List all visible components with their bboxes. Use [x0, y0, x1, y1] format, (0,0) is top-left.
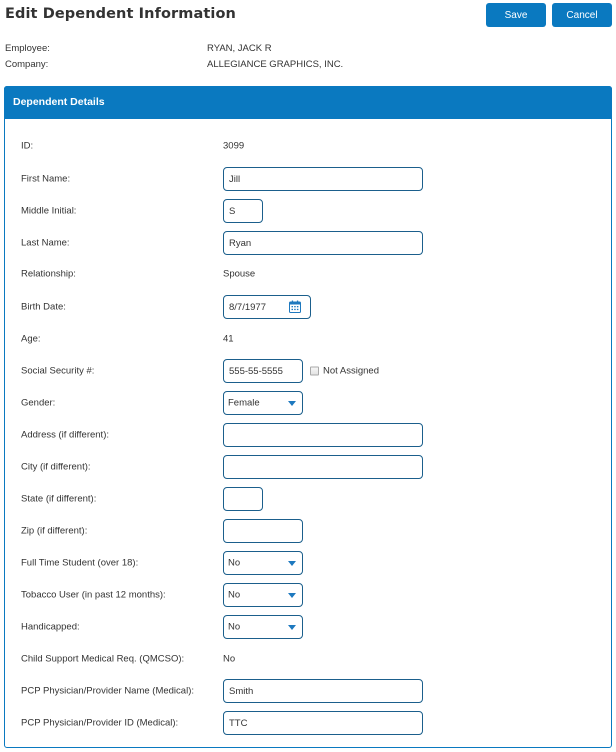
row-age — [5, 327, 611, 351]
panel-header — [4, 86, 612, 119]
age-value: 41 — [223, 333, 234, 345]
city-input[interactable] — [223, 455, 423, 479]
row-handicapped — [5, 615, 611, 639]
birth-date-picker — [223, 295, 311, 319]
middle-initial-label: Middle Initial: — [21, 205, 77, 217]
row-last-name — [5, 231, 611, 255]
last-name-input[interactable] — [223, 231, 423, 255]
chevron-down-icon — [288, 401, 296, 406]
qmcso-label: Child Support Medical Req. (QMCSO): — [21, 653, 185, 665]
calendar-icon[interactable] — [289, 300, 301, 313]
row-id — [5, 134, 611, 158]
qmcso-value: No — [223, 653, 236, 665]
city-label: City (if different): — [21, 461, 91, 473]
dependent-details-panel — [4, 86, 612, 748]
gender-label: Gender: — [21, 397, 56, 409]
pcp-name-label: PCP Physician/Provider Name (Medical): — [21, 685, 194, 697]
panel-title: Dependent Details — [13, 96, 105, 108]
pcp-id-input[interactable] — [223, 711, 423, 735]
handicapped-selected-value: No — [228, 621, 241, 633]
row-relationship — [5, 262, 611, 286]
gender-selected-value: Female — [228, 397, 260, 409]
row-address — [5, 423, 611, 447]
tobacco-user-label: Tobacco User (in past 12 months): — [21, 589, 166, 601]
state-input[interactable] — [223, 487, 263, 511]
first-name-label: First Name: — [21, 173, 71, 185]
employee-value: RYAN, JACK R — [207, 43, 272, 54]
row-pcp-name — [5, 679, 611, 703]
gender-select[interactable] — [223, 391, 303, 415]
handicapped-label: Handicapped: — [21, 621, 80, 633]
not-assigned-label: Not Assigned — [323, 365, 379, 377]
row-middle-initial — [5, 199, 611, 223]
pcp-id-label: PCP Physician/Provider ID (Medical): — [21, 717, 179, 729]
pcp-name-input[interactable] — [223, 679, 423, 703]
age-label: Age: — [21, 333, 41, 345]
ssn-input[interactable] — [223, 359, 303, 383]
chevron-down-icon — [288, 561, 296, 566]
state-label: State (if different): — [21, 493, 97, 505]
id-label: ID: — [21, 140, 34, 152]
row-tobacco-user — [5, 583, 611, 607]
chevron-down-icon — [288, 625, 296, 630]
row-birth-date — [5, 295, 611, 319]
address-input[interactable] — [223, 423, 423, 447]
row-zip — [5, 519, 611, 543]
zip-input[interactable] — [223, 519, 303, 543]
relationship-label: Relationship: — [21, 268, 76, 280]
zip-label: Zip (if different): — [21, 525, 88, 537]
chevron-down-icon — [288, 593, 296, 598]
row-pcp-id — [5, 711, 611, 735]
ssn-label: Social Security #: — [21, 365, 95, 377]
save-button[interactable]: Save — [486, 3, 546, 27]
handicapped-select[interactable] — [223, 615, 303, 639]
company-value: ALLEGIANCE GRAPHICS, INC. — [207, 59, 344, 70]
employee-label: Employee: — [5, 43, 50, 54]
row-gender — [5, 391, 611, 415]
not-assigned-checkbox[interactable] — [310, 367, 319, 376]
not-assigned-checkbox-wrap[interactable] — [310, 366, 379, 377]
row-city — [5, 455, 611, 479]
full-time-student-label: Full Time Student (over 18): — [21, 557, 139, 569]
birth-date-label: Birth Date: — [21, 301, 66, 313]
cancel-button[interactable]: Cancel — [552, 3, 612, 27]
id-value: 3099 — [223, 140, 245, 152]
last-name-label: Last Name: — [21, 237, 70, 249]
row-ssn — [5, 359, 611, 383]
first-name-input[interactable] — [223, 167, 423, 191]
row-state — [5, 487, 611, 511]
row-first-name — [5, 167, 611, 191]
address-label: Address (if different): — [21, 429, 110, 441]
full-time-student-select[interactable] — [223, 551, 303, 575]
row-full-time-student — [5, 551, 611, 575]
full-time-student-selected-value: No — [228, 557, 241, 569]
tobacco-user-select[interactable] — [223, 583, 303, 607]
tobacco-user-selected-value: No — [228, 589, 241, 601]
relationship-value: Spouse — [223, 268, 256, 280]
row-qmcso — [5, 647, 611, 671]
page-title: Edit Dependent Information — [5, 6, 236, 22]
middle-initial-input[interactable] — [223, 199, 263, 223]
company-label: Company: — [5, 59, 49, 70]
